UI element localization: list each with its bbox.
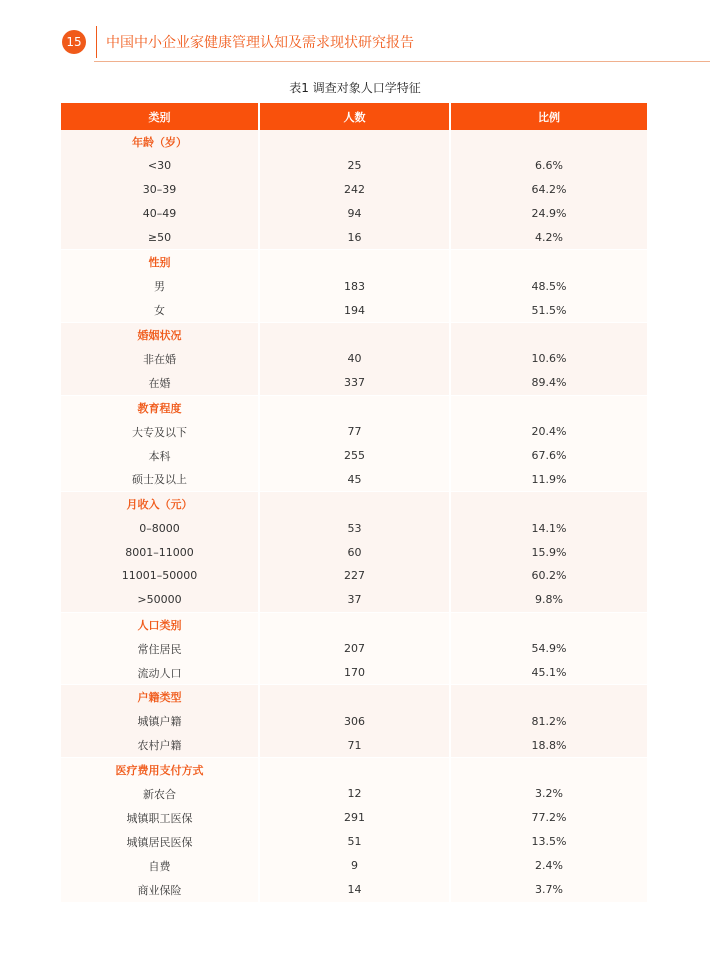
row-label: ≥50 [147,231,172,244]
column-header-count: 人数 [258,103,449,130]
row-label: 在婚 [148,376,171,390]
row-ratio: 18.8% [531,738,567,752]
empty-cell [258,685,451,709]
row-label: 非在婚 [143,352,176,366]
empty-cell [451,492,647,516]
row-count: 14 [258,878,451,902]
row-ratio: 54.9% [531,642,567,656]
category-row [61,492,647,516]
row-label: 0–8000 [139,521,180,535]
row-ratio: 13.5% [531,835,567,849]
table-caption: 表1 调查对象人口学特征 [289,81,421,95]
column-header-category: 类别 [61,103,258,130]
category-label: 教育程度 [137,401,182,415]
page-header [62,30,710,60]
empty-cell [451,250,647,274]
table-row [61,564,647,588]
page-number-badge: 15 [62,30,86,54]
table-row [61,709,647,733]
category-label: 年龄（岁） [132,135,187,149]
table-row [61,444,647,468]
demographics-table [61,103,647,903]
row-label: 自费 [148,859,171,873]
table-header [61,103,647,130]
header-rule [94,61,710,62]
category-row [61,323,647,347]
category-row [61,758,647,782]
table-row [61,878,647,902]
row-label: 农村户籍 [137,739,182,753]
row-ratio: 20.4% [531,425,567,439]
row-label: 30–39 [142,183,177,197]
row-label: 流动人口 [137,666,182,680]
category-row [61,396,647,420]
table-row [61,588,647,612]
report-title: 中国中小企业家健康管理认知及需求现状研究报告 [106,35,414,51]
row-label: 大专及以下 [132,425,187,439]
row-ratio: 51.5% [531,303,567,317]
table-row [61,154,647,178]
table-group [61,758,647,902]
table-row [61,806,647,830]
row-ratio: 2.4% [535,859,563,873]
row-label: 男 [154,280,165,294]
table-row [61,854,647,878]
row-count: 227 [258,564,451,588]
row-ratio: 11.9% [531,472,567,486]
row-label: 8001–11000 [125,545,194,559]
table-row [61,202,647,226]
row-count: 45 [258,467,451,491]
row-label: 硕士及以上 [132,473,187,487]
category-row [61,250,647,274]
table-row [61,516,647,540]
row-label: 11001–50000 [121,569,198,583]
table-row [61,178,647,202]
row-count: 94 [258,202,451,226]
row-count: 291 [258,806,451,830]
row-count: 25 [258,154,451,178]
row-count: 40 [258,347,451,371]
row-count: 337 [258,371,451,395]
row-count: 170 [258,661,451,685]
row-ratio: 3.7% [535,883,563,897]
category-row [61,130,647,154]
table-row [61,420,647,444]
column-header-ratio: 比例 [449,103,647,130]
category-label: 月收入（元） [126,498,193,512]
row-count: 207 [258,637,451,661]
row-ratio: 6.6% [535,159,563,173]
row-label: 40–49 [142,207,177,221]
row-count: 183 [258,274,451,298]
table-row [61,540,647,564]
row-label: 商业保险 [137,883,182,897]
row-label: 城镇职工医保 [126,811,193,825]
row-count: 53 [258,516,451,540]
row-ratio: 10.6% [531,352,567,366]
category-label: 户籍类型 [137,691,182,705]
table-row [61,637,647,661]
table-group [61,323,647,396]
empty-cell [258,758,451,782]
row-ratio: 9.8% [535,593,563,607]
table-group [61,396,647,493]
row-count: 12 [258,782,451,806]
category-label: 性别 [148,256,171,270]
row-label: 新农合 [143,787,176,801]
row-ratio: 45.1% [531,666,567,680]
row-label: 女 [154,304,165,318]
category-label: 医疗费用支付方式 [115,764,204,778]
category-label: 婚姻状况 [137,329,182,343]
row-count: 71 [258,733,451,757]
table-row [61,782,647,806]
empty-cell [258,613,451,637]
row-count: 37 [258,588,451,612]
row-count: 306 [258,709,451,733]
table-row [61,347,647,371]
table-row [61,274,647,298]
row-ratio: 64.2% [531,183,567,197]
table-row [61,371,647,395]
row-ratio: 81.2% [531,714,567,728]
row-ratio: 89.4% [531,376,567,390]
row-count: 255 [258,444,451,468]
table-row [61,733,647,757]
row-count: 194 [258,298,451,322]
empty-cell [451,685,647,709]
category-label: 人口类别 [137,618,182,632]
category-row [61,613,647,637]
row-label: >50000 [137,593,182,607]
table-row [61,298,647,322]
empty-cell [258,130,451,154]
row-count: 51 [258,830,451,854]
row-label: 本科 [148,449,171,463]
empty-cell [258,323,451,347]
row-ratio: 14.1% [531,521,567,535]
table-group [61,685,647,758]
table-group [61,250,647,323]
table-row [61,467,647,491]
row-ratio: 77.2% [531,811,567,825]
table-row [61,830,647,854]
row-ratio: 4.2% [535,231,563,244]
row-ratio: 24.9% [531,207,567,221]
empty-cell [258,250,451,274]
row-label: 城镇户籍 [137,715,182,729]
table-group [61,492,647,612]
header-divider [96,26,97,58]
row-label: <30 [147,159,172,173]
row-count: 60 [258,540,451,564]
row-count: 77 [258,420,451,444]
table-body [61,130,647,903]
row-ratio: 67.6% [531,449,567,463]
table-group [61,613,647,686]
empty-cell [451,130,647,154]
table-row [61,661,647,685]
empty-cell [451,396,647,420]
row-ratio: 3.2% [535,787,563,801]
empty-cell [258,396,451,420]
row-ratio: 48.5% [531,279,567,293]
table-group [61,130,647,250]
empty-cell [258,492,451,516]
empty-cell [451,758,647,782]
table-row [61,226,647,250]
empty-cell [451,323,647,347]
row-label: 常住居民 [137,642,182,656]
row-ratio: 60.2% [531,569,567,583]
row-ratio: 15.9% [531,545,567,559]
category-row [61,685,647,709]
empty-cell [451,613,647,637]
row-count: 242 [258,178,451,202]
row-count: 16 [258,226,451,250]
row-count: 9 [258,854,451,878]
row-label: 城镇居民医保 [126,835,193,849]
